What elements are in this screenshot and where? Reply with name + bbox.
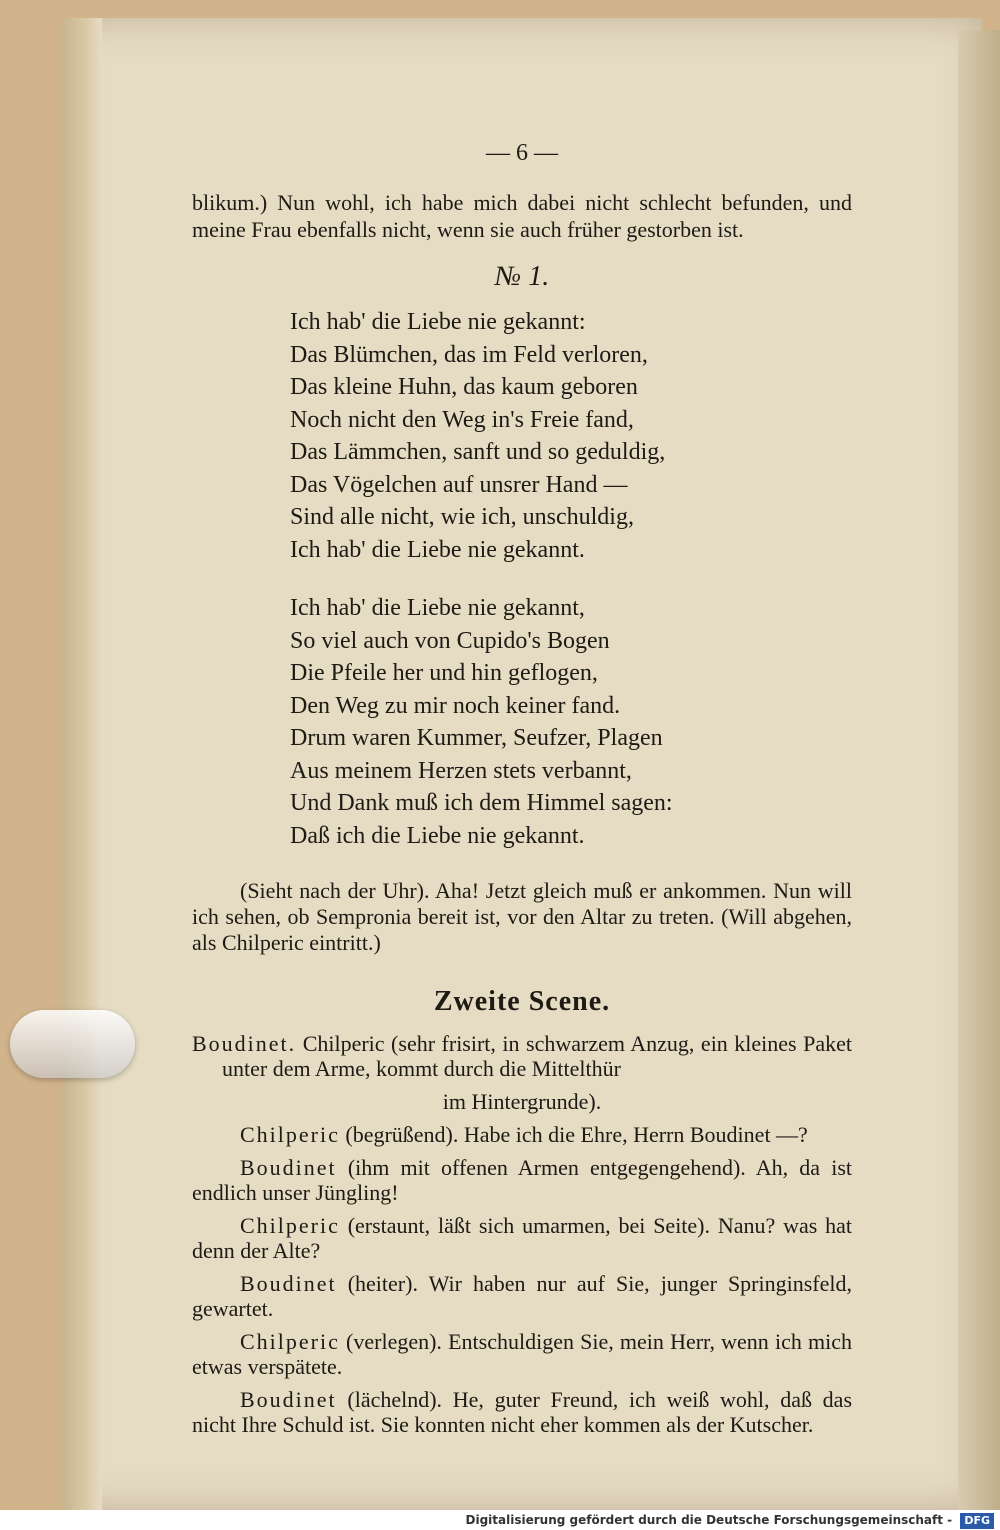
verse-line: Ich hab' die Liebe nie gekannt: bbox=[290, 309, 586, 335]
speaker-name: Boudinet bbox=[240, 1387, 337, 1412]
page-edge-stack bbox=[62, 18, 102, 1510]
stanza-1 bbox=[290, 306, 852, 566]
dialog-text: (lächelnd). He, guter Freund, ich weiß wohl, daß das nicht Ihre Schuld ist. Sie konnten nicht eher kommen als der Kutscher. bbox=[192, 1387, 853, 1437]
verse-line: Das Vögelchen auf unsrer Hand — bbox=[290, 471, 628, 498]
speaker-name: Chilperic bbox=[240, 1122, 340, 1147]
dialog-line bbox=[192, 1122, 852, 1147]
page-clip bbox=[10, 1010, 135, 1078]
page-fold bbox=[958, 30, 1000, 1510]
verse-line: Sind alle nicht, wie ich, unschuldig, bbox=[290, 504, 634, 530]
speaker-name: Chilperic bbox=[240, 1213, 340, 1238]
verse-line: Den Weg zu mir noch keiner fand. bbox=[290, 692, 621, 719]
verse-line: Das kleine Huhn, das kaum geboren bbox=[290, 374, 638, 400]
verse-line: Das Blümchen, das im Feld verloren, bbox=[290, 341, 648, 368]
stanza-2 bbox=[290, 592, 852, 852]
dialog-text: (heiter). Wir haben nur auf Sie, junger Springinsfeld, gewartet. bbox=[192, 1271, 852, 1321]
speaker-name: Boudinet bbox=[240, 1155, 337, 1180]
scene-intro-last: im Hintergrunde). bbox=[442, 1089, 602, 1114]
dialog-line bbox=[192, 1329, 852, 1379]
scene-title: Zweite Scene. bbox=[433, 986, 611, 1017]
dialog-text: (erstaunt, läßt sich umarmen, bei Seite). Nanu? was hat denn der Alte? bbox=[192, 1213, 852, 1263]
verse-line: Ich hab' die Liebe nie gekannt, bbox=[290, 595, 585, 621]
song-number: № 1. bbox=[494, 261, 550, 292]
speaker-name: Chilperic bbox=[240, 1329, 340, 1354]
verse-line: So viel auch von Cupido's Bogen bbox=[290, 627, 610, 654]
intro-paragraph: blikum.) Nun wohl, ich habe mich dabei nicht schlecht befunden, und meine Frau ebenfalls nicht, wenn sie auch früher gestorben ist. bbox=[192, 190, 852, 242]
verse-line: Daß ich die Liebe nie gekannt. bbox=[290, 822, 585, 849]
scene-intro bbox=[192, 1031, 852, 1081]
scene-intro-text: Chilperic (sehr frisirt, in schwarzem Anzug, ein kleines Paket unter dem Arme, kommt durch die Mittelthür bbox=[222, 1031, 853, 1081]
dialog-line bbox=[192, 1213, 852, 1263]
verse-line: Und Dank muß ich dem Himmel sagen: bbox=[290, 790, 673, 816]
verse-line: Noch nicht den Weg in's Freie fand, bbox=[290, 406, 634, 433]
verse-line: Aus meinem Herzen stets verbannt, bbox=[290, 757, 632, 784]
page-content bbox=[192, 140, 852, 1445]
verse-line: Die Pfeile her und hin geflogen, bbox=[290, 660, 598, 686]
page-number: — 6 — bbox=[486, 140, 558, 166]
dfg-logo: DFG bbox=[960, 1513, 994, 1529]
dialog-line bbox=[192, 1271, 852, 1321]
dialog-text: (ihm mit offenen Armen entgegengehend). Ah, da ist endlich unser Jüngling! bbox=[192, 1155, 852, 1205]
speaker-name: Boudinet. bbox=[192, 1031, 297, 1056]
verse-line: Das Lämmchen, sanft und so geduldig, bbox=[290, 439, 666, 465]
verse-line: Ich hab' die Liebe nie gekannt. bbox=[290, 536, 585, 563]
dialog-line bbox=[192, 1155, 852, 1205]
dialog-text: (verlegen). Entschuldigen Sie, mein Herr, wenn ich mich etwas verspätete. bbox=[192, 1329, 853, 1379]
dialog-line bbox=[192, 1387, 852, 1437]
stage-direction: (Sieht nach der Uhr). Aha! Jetzt gleich muß er ankommen. Nun will ich sehen, ob Sempronia bereit ist, vor den Altar zu treten. (Will abgehen, als Chilperic eintritt.) bbox=[192, 878, 852, 955]
speaker-name: Boudinet bbox=[240, 1271, 337, 1296]
dialog-text: (begrüßend). Habe ich die Ehre, Herrn Boudinet —? bbox=[345, 1122, 808, 1147]
digitization-footer bbox=[0, 1510, 1000, 1530]
verse-line: Drum waren Kummer, Seufzer, Plagen bbox=[290, 725, 663, 751]
footer-text: Digitalisierung gefördert durch die Deutsche Forschungsgemeinschaft - bbox=[465, 1513, 953, 1527]
